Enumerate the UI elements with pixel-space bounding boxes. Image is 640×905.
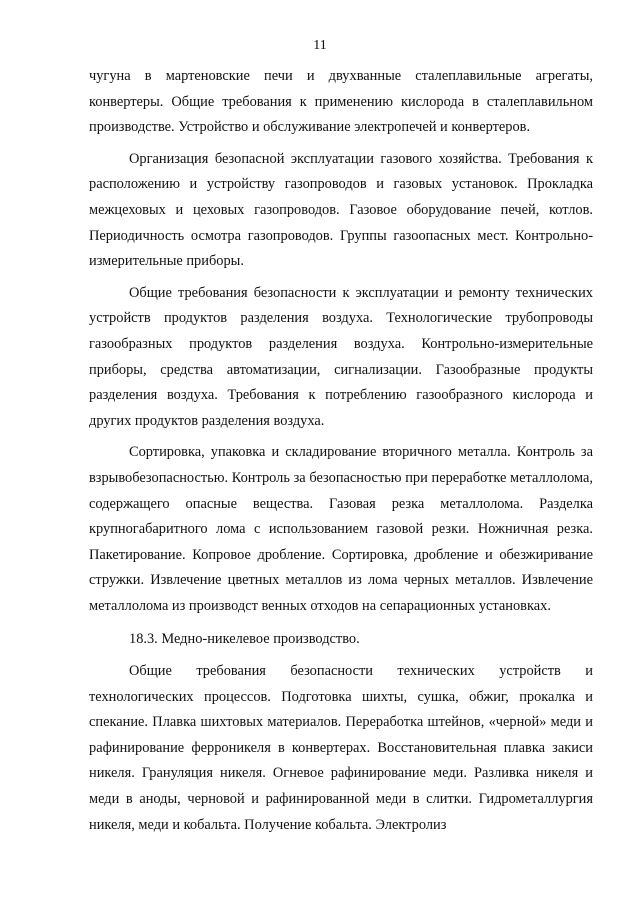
paragraph-copper-nickel: Общие требования безопасности технических устройств и технологических процессов. Подготовка шихты, сушка, обжиг, прокалка и спекание. Плавка шихтовых материалов. Переработка штейнов, «черной» меди и рафинирование ферроникеля в конвертерах. Восстановительная плавка закиси никеля. Грануляция никеля. Огневое рафинирование меди. Разливка никеля и меди в аноды, черновой и рафинированной меди в слитки. Гидрометаллургия никеля, меди и кобальта. Получение кобальта. Электролиз <box>89 663 593 833</box>
paragraph-scrap-metal: Сортировка, упаковка и складирование вторичного металла. Контроль за взрывобезопасностью. Контроль за безопасностью при переработке металлолома, содержащего опасные вещества. Газовая резка металлолома. Разделка крупногабаритного лома с использованием газовой резки. Ножничная резка. Пакетирование. Копровое дробление. Сортировка, дробление и обезжиривание стружки. Извлечение цветных металлов из лома черных металлов. Извлечение металлолома из производст венных отходов на сепарационных установках. <box>89 444 593 614</box>
paragraph-gas-facilities: Организация безопасной эксплуатации газового хозяйства. Требования к расположению и устройству газопроводов и газовых установок. Прокладка межцеховых и цеховых газопроводов. Газовое оборудование печей, котлов. Периодичность осмотра газопроводов. Группы газоопасных мест. Контрольно-измерительные приборы. <box>89 150 593 270</box>
section-heading: 18.3. Медно-никелевое производство. <box>129 631 360 648</box>
page-body <box>89 64 593 838</box>
page-number: 11 <box>313 38 327 53</box>
paragraph-air-separation: Общие требования безопасности к эксплуатации и ремонту технических устройств продуктов разделения воздуха. Технологические трубопроводы газообразных продуктов разделения воздуха. Контрольно-измерительные приборы, средства автоматизации, сигнализации. Газообразные продукты разделения воздуха. Требования к потреблению газообразного кислорода и других продуктов разделения воздуха. <box>89 284 593 429</box>
paragraph-continuation: чугуна в мартеновские печи и двухванные сталеплавильные агрегаты, конвертеры. Общие требования к применению кислорода в сталеплавильном производстве. Устройство и обслуживание электропечей и конвертеров. <box>89 68 593 136</box>
